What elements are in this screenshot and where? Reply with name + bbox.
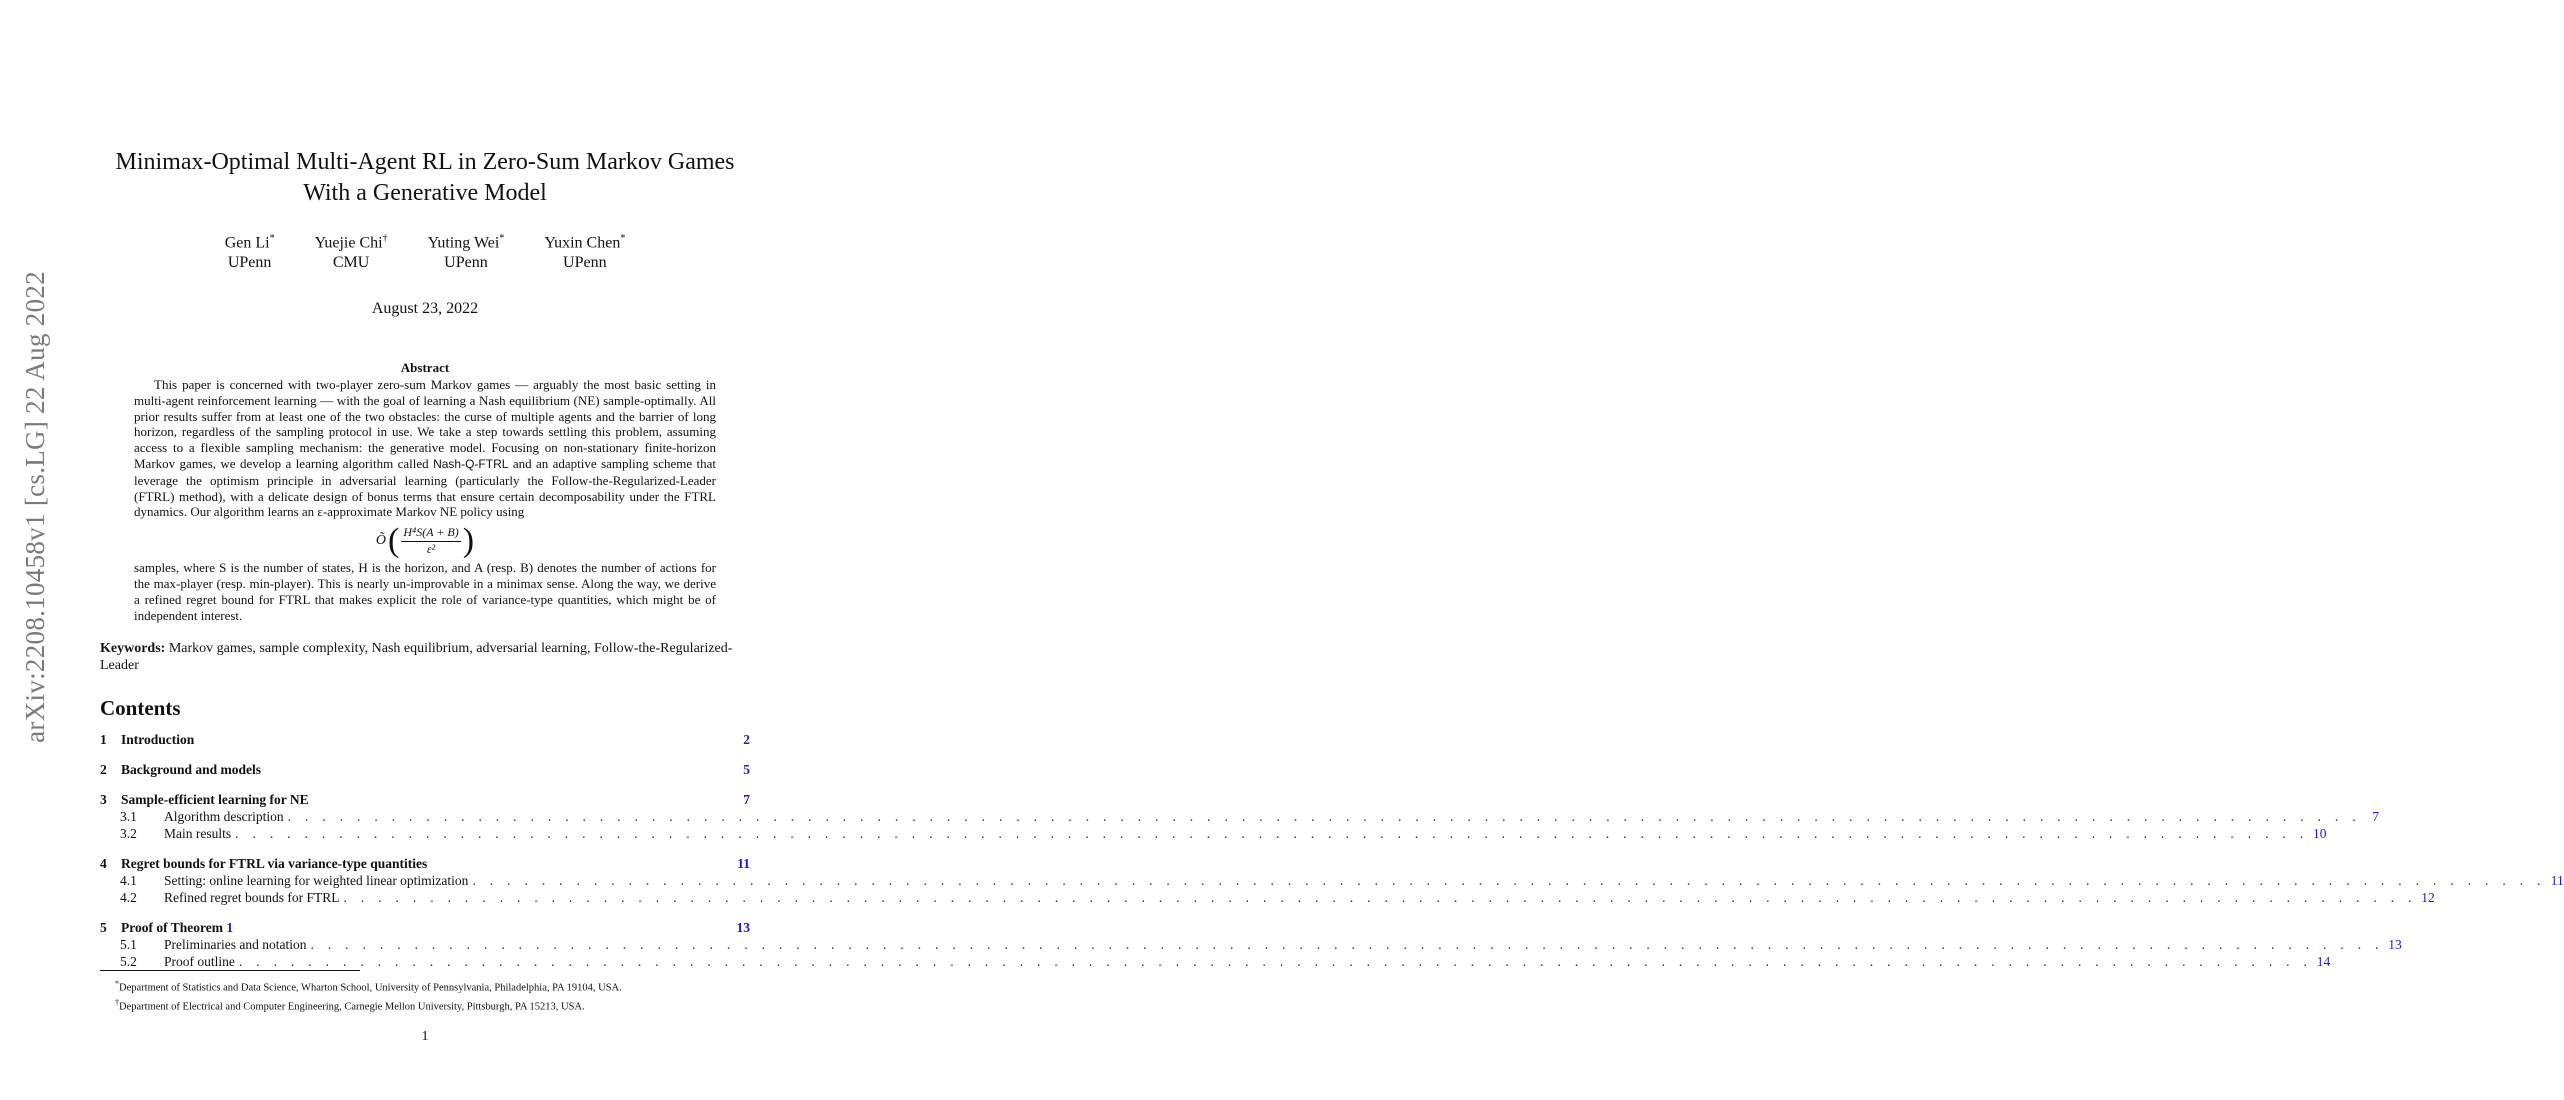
author-name: Yuejie Chi (314, 234, 383, 252)
author-affiliation: CMU (332, 254, 370, 272)
toc-page-link[interactable]: 7 (743, 792, 750, 807)
toc-page-link[interactable]: 5 (743, 762, 750, 777)
toc-section-number: 5 (100, 920, 107, 935)
author-name: Yuxin Chen (544, 234, 621, 252)
toc-page-link[interactable]: 13 (736, 920, 750, 935)
toc-subsection-number: 5.2 (120, 954, 137, 969)
publication-date: August 23, 2022 (371, 300, 479, 317)
toc-subsection-number: 3.1 (120, 809, 137, 824)
author-mark: * (269, 233, 275, 244)
toc-page-link[interactable]: 10 (2312, 826, 2327, 841)
toc-page-link[interactable]: 2 (743, 732, 750, 747)
toc-page-link[interactable]: 11 (2550, 873, 2564, 888)
formula-fraction (401, 525, 460, 558)
table-of-contents (100, 732, 2564, 971)
toc-section-title[interactable]: Regret bounds for FTRL via variance-type quantities (121, 856, 428, 871)
author-mark: † (382, 233, 388, 244)
author-name: Yuting Wei (427, 234, 500, 252)
contents-heading: Contents (100, 696, 181, 720)
keywords (100, 640, 768, 674)
toc-leader-dots: . . . . . . . . . . . . . . . . . . . . . . . . . . . . . . . . . . . . . . . . . . . . . . . . . . . . . . . . . . . . . . . . . . . . . . . . . . . . . . . . . . . . . . . . . . . . . . . . . . . . . . . . . . . . . . . . . . . . . . . . (343, 890, 2417, 905)
toc-section[interactable] (100, 762, 750, 779)
toc-subsection[interactable] (100, 873, 2564, 890)
formula-operator: Õ (375, 533, 387, 549)
toc-page-link[interactable]: 14 (2316, 954, 2331, 969)
formula-right-paren: ) (462, 522, 475, 560)
toc-section[interactable] (100, 856, 750, 873)
author (315, 229, 388, 273)
author-list (150, 229, 700, 273)
toc-page-link[interactable]: 12 (2421, 890, 2435, 905)
title-line-2: With a Generative Model (303, 180, 547, 206)
author-affiliation: UPenn (563, 254, 607, 272)
toc-page-link[interactable]: 7 (2372, 809, 2379, 824)
keywords-label: Keywords: (100, 641, 166, 656)
footnote-divider (100, 970, 360, 971)
toc-subsection[interactable] (100, 890, 2435, 907)
toc-subsection[interactable] (100, 826, 2327, 843)
toc-subsection[interactable] (100, 937, 2402, 954)
toc-section-number: 2 (100, 762, 107, 777)
formula-left-paren: ( (388, 522, 400, 560)
abstract-heading: Abstract (400, 360, 450, 375)
arxiv-identifier: arXiv:2208.10458v1 [cs.LG] 22 Aug 2022 (19, 271, 50, 743)
toc-section-number: 4 (100, 856, 107, 871)
toc-subsection-number: 5.1 (120, 937, 137, 952)
author-affiliation: UPenn (444, 254, 488, 272)
author-mark: * (499, 233, 505, 244)
toc-section-number: 3 (100, 792, 107, 807)
formula-denominator: ε² (426, 541, 436, 556)
abstract-paragraph-1: This paper is concerned with two-player zero-sum Markov games — arguably the most basic setting in multi-agent reinforcement learning — with the goal of learning a Nash equilibrium (NE) sample-optimally. All prior results suffer from at least one of the two obstacles: the curse of multiple agents and the barrier of long horizon, regardless of the sampling protocol in use. We take a step towards settling this problem, assuming access to a flexible sampling mechanism: the generative model. Focusing on non-stationary finite-horizon Markov games, we develop a learning algorithm called Nash-Q-FTRL and an adaptive sampling scheme that leverage the optimism principle in adversarial learning (particularly the Follow-the-Regularized-Leader (FTRL) method), with a delicate design of bonus terms that ensure certain decomposability under the FTRL dynamics. Our algorithm learns an ε-approximate Markov NE policy using (134, 377, 717, 520)
keywords-text: Markov games, sample complexity, Nash equilibrium, adversarial learning, Follow-the-Regularized-Leader (100, 641, 733, 673)
paper-title (80, 147, 770, 209)
toc-leader-dots: . . . . . . . . . . . . . . . . . . . . . . . . . . . . . . . . . . . . . . . . . . . . . . . . . . . . . . . . . . . . . . . . . . . . . . . . . . . . . . . . . . . . . . . . . . . . . . . . . . . . . . . . . . . . . . . . . . . . . . . . (235, 826, 2309, 841)
toc-section[interactable] (100, 792, 750, 809)
toc-page-link[interactable]: 13 (2388, 937, 2402, 952)
abstract-body (134, 377, 716, 623)
toc-leader-dots: . . . . . . . . . . . . . . . . . . . . . . . . . . . . . . . . . . . . . . . . . . . . . . . . . . . . . . . . . . . . . . . . . . . . . . . . . . . . . . . . . . . . . . . . . . . . . . . . . . . . . . . . . . . . . . . . . . . . . . . . (472, 873, 2546, 888)
author-mark: * (620, 233, 626, 244)
footnote: †Department of Electrical and Computer Engineering, Carnegie Mellon University, Pittsburgh, PA 15213, USA. (115, 997, 585, 1012)
toc-section[interactable] (100, 920, 750, 937)
toc-leader-dots: . . . . . . . . . . . . . . . . . . . . . . . . . . . . . . . . . . . . . . . . . . . . . . . . . . . . . . . . . . . . . . . . . . . . . . . . . . . . . . . . . . . . . . . . . . . . . . . . . . . . . . . . . . . . . . . . . . . . . . . . (287, 809, 2361, 824)
toc-subsection[interactable] (100, 809, 2379, 826)
toc-subsection-number: 4.2 (120, 890, 137, 905)
toc-leader-dots: . . . . . . . . . . . . . . . . . . . . . . . . . . . . . . . . . . . . . . . . . . . . . . . . . . . . . . . . . . . . . . . . . . . . . . . . . . . . . . . . . . . . . . . . . . . . . . . . . . . . . . . . . . . . . . . . . . . . . . . . (238, 954, 2313, 969)
toc-subsection[interactable] (100, 954, 2331, 971)
toc-subsection-title[interactable]: Proof outline (164, 954, 235, 969)
algorithm-name: Nash-Q-FTRL (433, 456, 509, 471)
toc-section-number: 1 (100, 732, 107, 747)
author (544, 229, 625, 273)
toc-section[interactable] (100, 732, 750, 749)
footnote: *Department of Statistics and Data Science, Wharton School, University of Pennsylvania, Philadelphia, PA 19104, USA. (115, 979, 622, 994)
toc-section-title[interactable]: Background and models (121, 762, 262, 777)
formula-numerator: H⁴S(A + B) (401, 525, 460, 542)
abstract-paragraph-2: samples, where S is the number of states, H is the horizon, and A (resp. B) denotes the number of actions for the max-player (resp. min-player). This is nearly un-improvable in a minimax sense. Along the way, we derive a refined regret bound for FTRL that makes explicit the role of variance-type quantities, which might be of independent interest. (134, 560, 716, 623)
toc-subsection-number: 4.1 (120, 873, 137, 888)
sample-complexity-formula (134, 524, 716, 558)
author-affiliation: UPenn (227, 254, 272, 272)
author (225, 229, 275, 273)
footnotes (115, 977, 755, 1014)
toc-subsection-title[interactable]: Refined regret bounds for FTRL (164, 890, 340, 905)
toc-section-title[interactable]: Introduction (121, 732, 195, 747)
page-number: 1 (421, 1029, 429, 1044)
toc-subsection-title[interactable]: Algorithm description (164, 809, 284, 824)
arxiv-side-stamp (11, 262, 59, 752)
theorem-reference-link[interactable]: 1 (226, 920, 234, 935)
toc-section-title[interactable]: Sample-efficient learning for NE (121, 792, 309, 807)
toc-subsection-title[interactable]: Main results (164, 826, 232, 841)
toc-subsection-number: 3.2 (120, 826, 137, 841)
toc-page-link[interactable]: 11 (737, 856, 750, 871)
title-line-1: Minimax-Optimal Multi-Agent RL in Zero-Sum Markov Games (115, 149, 735, 175)
toc-subsection-title[interactable]: Preliminaries and notation (164, 937, 307, 952)
author-name: Gen Li (224, 234, 270, 252)
toc-subsection-title[interactable]: Setting: online learning for weighted linear optimization (164, 873, 469, 888)
author (428, 229, 505, 273)
toc-section-title[interactable]: Proof of Theorem (121, 920, 223, 935)
toc-leader-dots: . . . . . . . . . . . . . . . . . . . . . . . . . . . . . . . . . . . . . . . . . . . . . . . . . . . . . . . . . . . . . . . . . . . . . . . . . . . . . . . . . . . . . . . . . . . . . . . . . . . . . . . . . . . . . . . . . . . . . . . . (310, 937, 2384, 952)
